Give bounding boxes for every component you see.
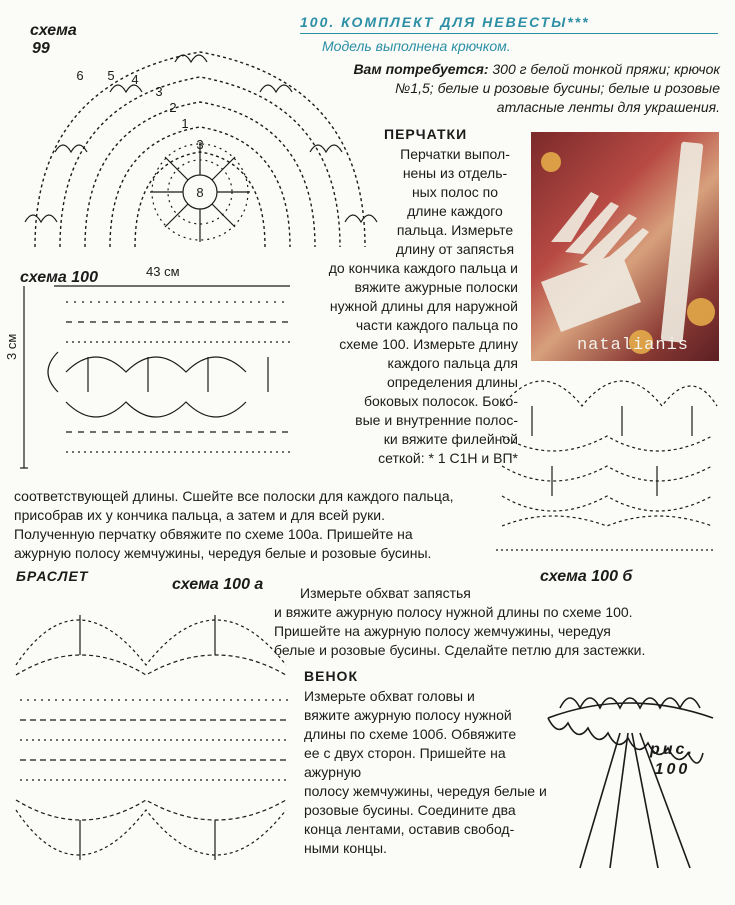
scheme100-height: 3 см — [4, 333, 19, 360]
scheme99-diagram — [15, 22, 380, 252]
wreath-text — [304, 687, 547, 858]
gloves-text-narrow — [384, 145, 526, 259]
gloves-line: ных полос по — [411, 184, 499, 200]
scheme100-width: 43 см — [146, 264, 180, 279]
gloves-heading: ПЕРЧАТКИ — [384, 126, 468, 142]
photo-caption: natalianis — [576, 336, 689, 355]
gloves-photo — [531, 132, 719, 361]
scheme100-label: схема 100 — [20, 269, 98, 286]
requirements — [340, 60, 720, 117]
gloves-line: соответствующей длины. Сшейте все полоски для каждого пальца, — [14, 488, 454, 504]
requirements-text: 300 г белой тонкой пряжи; крючок №1,5; белые и розовые бусины; белые и розовые атласные ленты для украшения. — [395, 61, 720, 115]
wreath-line: полосу жемчужины, чередуя белые и — [304, 783, 547, 799]
fig100-wreath-drawing — [540, 668, 725, 873]
scheme100-diagram — [18, 282, 298, 472]
gloves-line: вые и внутренние полос- — [355, 412, 518, 428]
gloves-line: каждого пальца для — [387, 355, 518, 371]
gloves-line: ки вяжите филейной — [383, 431, 518, 447]
gloves-line: части каждого пальца по — [355, 317, 518, 333]
round-1-label: 1 — [181, 116, 189, 131]
scheme100b-diagram — [492, 366, 720, 556]
scheme99-label-text: схема — [30, 22, 77, 39]
gloves-line: определения длины — [386, 374, 518, 390]
gloves-line: нужной длины для наружной — [329, 298, 518, 314]
bracelet-line: Измерьте обхват запястья — [300, 585, 471, 601]
wreath-line: конца лентами, оставив свобод- — [304, 821, 515, 837]
fig100-label-text: рис. — [650, 741, 695, 758]
wreath-heading: ВЕНОК — [304, 668, 358, 684]
wreath-line: Измерьте обхват головы и — [304, 688, 475, 704]
gloves-line: Перчатки выпол- — [400, 146, 510, 162]
bracelet-line: и вяжите ажурную полосу нужной длины по схеме 100. — [274, 604, 633, 620]
gloves-line: присобрав их у кончика пальца, а затем и для всей руки. — [14, 507, 385, 523]
gloves-line: боковых полосок. Боко- — [364, 393, 518, 409]
bracelet-line: белые и розовые бусины. Сделайте петлю для застежки. — [274, 642, 646, 658]
gloves-line: длине каждого — [407, 203, 503, 219]
gloves-line: Полученную перчатку обвяжите по схеме 100а. Пришейте на — [14, 526, 413, 542]
round-2-label: 2 — [169, 100, 177, 115]
gloves-line: длину от запястья — [395, 241, 515, 257]
wreath-line: вяжите ажурную полосу нужной — [304, 707, 512, 723]
article-title-text: 100. КОМПЛЕКТ ДЛЯ НЕВЕСТЫ — [300, 14, 568, 30]
bracelet-text — [274, 584, 712, 660]
round-5-label: 5 — [107, 68, 115, 83]
bracelet-heading: БРАСЛЕТ — [16, 568, 89, 584]
wreath-line: длины по схеме 100б. Обвяжите — [304, 726, 517, 742]
center-round-label: 8 — [196, 185, 204, 200]
gloves-line: до кончика каждого пальца и — [328, 260, 518, 276]
requirements-label: Вам потребуется: — [353, 61, 489, 77]
gloves-illustration — [531, 132, 719, 361]
round-3-label: 3 — [155, 84, 163, 99]
gloves-line: нены из отдель- — [402, 165, 508, 181]
gloves-line: схеме 100. Измерьте длину — [339, 336, 518, 352]
scheme100b-label: схема 100 б — [540, 568, 633, 585]
gloves-line: вяжите ажурные полоски — [354, 279, 518, 295]
gloves-text-full — [14, 487, 490, 563]
gloves-line: пальца. Измерьте — [396, 222, 514, 238]
scheme100a-diagram — [10, 595, 295, 900]
wreath-line: розовые бусины. Соедините два — [304, 802, 516, 818]
wreath-line: ными концы. — [304, 840, 387, 856]
scheme100a-label: схема 100 а — [172, 576, 264, 593]
title-stars: *** — [567, 14, 590, 30]
round-6-label: 6 — [76, 68, 84, 83]
bracelet-line: Пришейте на ажурную полосу жемчужины, чередуя — [274, 623, 611, 639]
round-4-label: 4 — [131, 72, 139, 87]
fig100-number: 100 — [654, 761, 691, 778]
gloves-line: сеткой: * 1 С1Н и ВП* — [378, 450, 518, 466]
gloves-text-mid — [300, 259, 518, 468]
round-3b-label: 3 — [196, 137, 204, 152]
fig100-label — [650, 740, 695, 780]
scheme99-number: 99 — [32, 40, 50, 57]
subtitle: Модель выполнена крючком. — [322, 38, 511, 54]
wreath-line: ее с двух сторон. Пришейте на ажурную — [304, 745, 506, 780]
gloves-line: ажурную полосу жемчужины, чередуя белые и розовые бусины. — [14, 545, 432, 561]
